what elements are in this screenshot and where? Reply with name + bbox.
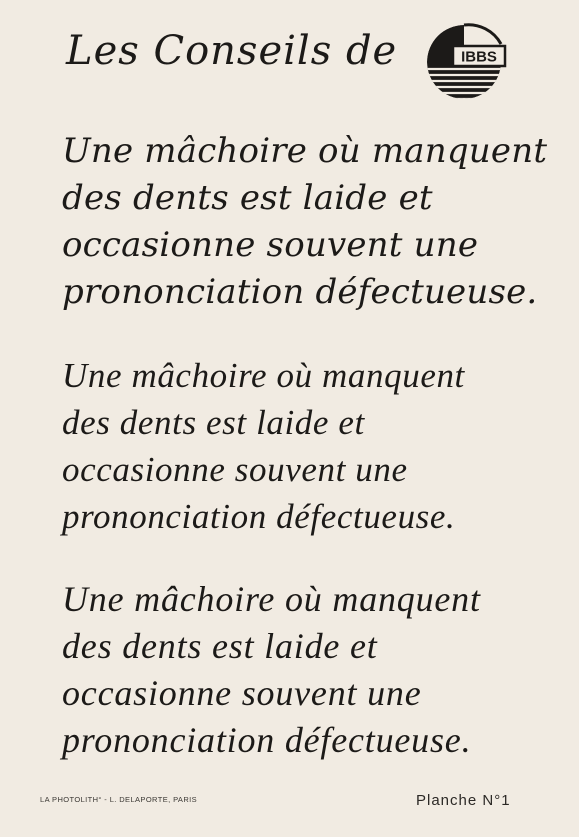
paragraph-2 — [62, 352, 552, 540]
paragraph-line: occasionne souvent une — [62, 673, 422, 713]
paragraph-line: occasionne souvent une — [62, 450, 408, 489]
logo-text: IBBS — [461, 48, 497, 66]
header-title: Les Conseils de — [66, 28, 398, 74]
paragraph-line: occasionne souvent une — [62, 225, 479, 265]
paragraph-3 — [62, 576, 552, 764]
paragraph-line: prononciation défectueuse. — [62, 720, 472, 760]
paragraph-line: des dents est laide et — [62, 178, 433, 218]
paragraph-line: des dents est laide et — [62, 403, 365, 442]
paragraph-line: Une mâchoire où manquent — [62, 356, 465, 395]
printer-credit: LA PHOTOLITH° - L. DELAPORTE, PARIS — [40, 795, 198, 804]
paragraph-line: Une mâchoire où manquent — [62, 579, 481, 619]
paragraph-line: prononciation défectueuse. — [62, 497, 456, 536]
paragraph-line: Une mâchoire où manquent — [62, 131, 548, 171]
gibbs-logo — [421, 22, 507, 100]
paragraph-line: des dents est laide et — [62, 626, 378, 666]
paragraph-1 — [62, 128, 552, 316]
plate-number: Planche N°1 — [416, 792, 511, 809]
paragraph-line: prononciation défectueuse. — [62, 272, 538, 312]
